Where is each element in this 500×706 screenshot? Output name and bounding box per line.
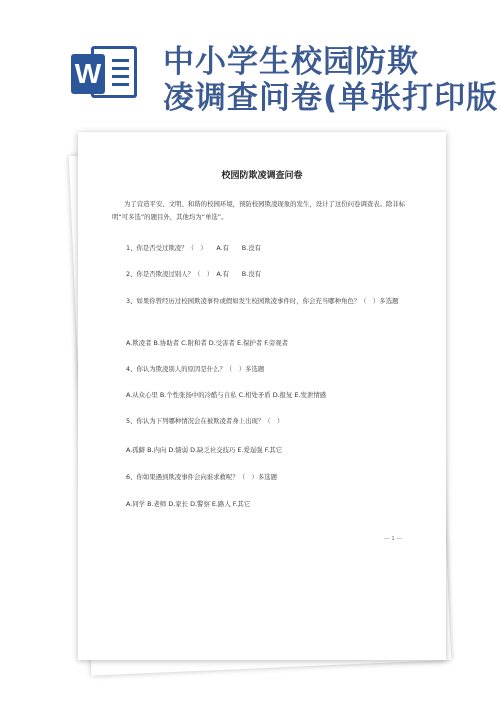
word-logo-badge: W [71, 54, 105, 94]
question-2: 2、你是否欺凌过别人？（ ） A.有 B.没有 [126, 270, 261, 278]
page-number: — 1 — [384, 536, 402, 542]
answer-3: A.欺凌者 B.协助者 C.附和者 D.受害者 E.保护者 F.旁观者 [126, 339, 289, 347]
question-6: 6、你如果遇到欺凌事件会向谁求救呢？（ ）多选题 [126, 473, 278, 481]
banner [0, 0, 500, 116]
answer-4: A.从众心里 B.个性张扬中的冷酷与自私 C.相处矛盾 D.报复 E.发泄情感 [126, 391, 327, 399]
question-4: 4、你认为欺凌别人的原因是什么？（ ）多选题 [126, 365, 265, 373]
answer-5: A.孤僻 B.内向 D.懦弱 D.缺乏社交技巧 E.爱逞强 F.其它 [126, 446, 283, 454]
question-3: 3、如果你曾经历过校园欺凌事件或假如发生校园欺凌事件时，你会充当哪种角色？（ ）多选题 [126, 297, 399, 305]
intro-paragraph: 为了营造平安、文明、和谐的校园环境，预防校园欺凌现象的发生，设计了这份问卷调查表。除非标明“可多选”的题目外，其他均为“单选”。 [112, 200, 406, 221]
question-5: 5、你认为下列哪种情况会在被欺凌者身上出现？（ ） [126, 417, 284, 425]
document-title: 校园防欺凌调查问卷 [221, 171, 303, 181]
document-page [78, 132, 446, 660]
question-1: 1、你是否受过欺凌？（ ） A.有 B.没有 [126, 244, 261, 252]
banner-title-line1: 中小学生校园防欺 [163, 44, 419, 80]
banner-title-line2: 凌调查问卷(单张打印版 [163, 80, 499, 116]
word-icon [71, 42, 139, 102]
answer-6: A.同学 B.老师 D.家长 D.警察 E.路人 F.其它 [126, 500, 251, 508]
